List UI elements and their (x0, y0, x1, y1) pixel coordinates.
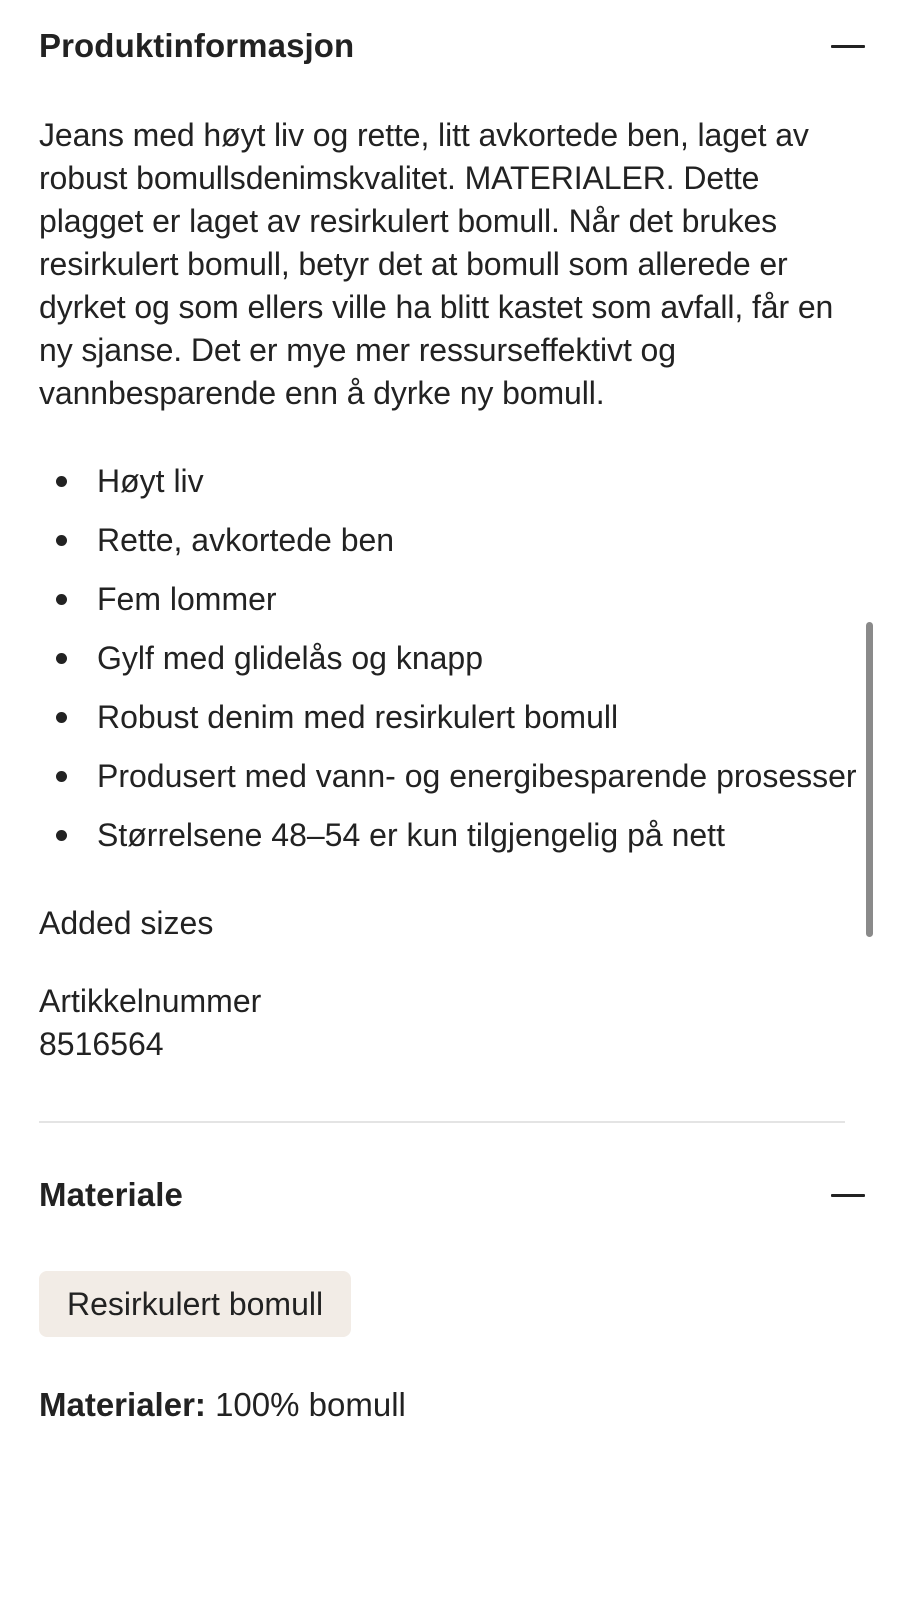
list-item (39, 632, 865, 685)
minus-icon (831, 45, 865, 48)
feature-list (39, 455, 865, 862)
list-item (39, 514, 865, 567)
materials-composition (39, 1383, 865, 1427)
bullet-icon (56, 594, 67, 605)
feature-text: Fem lommer (97, 581, 277, 617)
feature-text: Gylf med glidelås og knapp (97, 640, 483, 676)
product-details-panel (39, 0, 865, 1427)
feature-text: Størrelsene 48–54 er kun tilgjengelig på nett (97, 817, 725, 853)
list-item (39, 691, 865, 744)
material-section (39, 1149, 865, 1427)
materials-value: 100% bomull (215, 1386, 406, 1423)
list-item (39, 809, 865, 862)
article-number-value: 8516564 (39, 1026, 164, 1062)
feature-text: Produsert med vann- og energibesparende prosesser (97, 758, 857, 794)
feature-text: Rette, avkortede ben (97, 522, 395, 558)
section-divider (39, 1121, 845, 1123)
bullet-icon (56, 535, 67, 546)
product-info-header[interactable] (39, 0, 865, 92)
materials-label: Materialer: (39, 1386, 206, 1423)
material-chip: Resirkulert bomull (39, 1271, 351, 1337)
article-number-label: Artikkelnummer (39, 983, 262, 1019)
bullet-icon (56, 830, 67, 841)
product-info-title: Produktinformasjon (39, 27, 355, 64)
list-item (39, 455, 865, 508)
bullet-icon (56, 712, 67, 723)
product-description: Jeans med høyt liv og rette, litt avkortede ben, laget av robust bomullsdenimskvalitet. MATERIALER. Dette plagget er laget av resirkulert bomull. Når det brukes resirkulert bomull, betyr det at bomull som allerede er dyrket og som ellers ville ha blitt kastet som avfall, får en ny sjanse. Det er mye mer ressurseffektivt og vannbesparende enn å dyrke ny bomull. (39, 117, 834, 411)
scrollbar[interactable] (866, 622, 873, 937)
product-info-collapse-button[interactable] (825, 26, 865, 66)
minus-icon (831, 1194, 865, 1197)
article-number-block (39, 980, 865, 1066)
bullet-icon (56, 771, 67, 782)
bullet-icon (56, 653, 67, 664)
material-collapse-button[interactable] (825, 1175, 865, 1215)
added-sizes-text: Added sizes (39, 905, 214, 941)
bullet-icon (56, 476, 67, 487)
list-item (39, 750, 865, 803)
feature-text: Robust denim med resirkulert bomull (97, 699, 619, 735)
material-title: Materiale (39, 1176, 183, 1213)
feature-text: Høyt liv (97, 463, 204, 499)
material-header[interactable] (39, 1149, 865, 1241)
list-item (39, 573, 865, 626)
